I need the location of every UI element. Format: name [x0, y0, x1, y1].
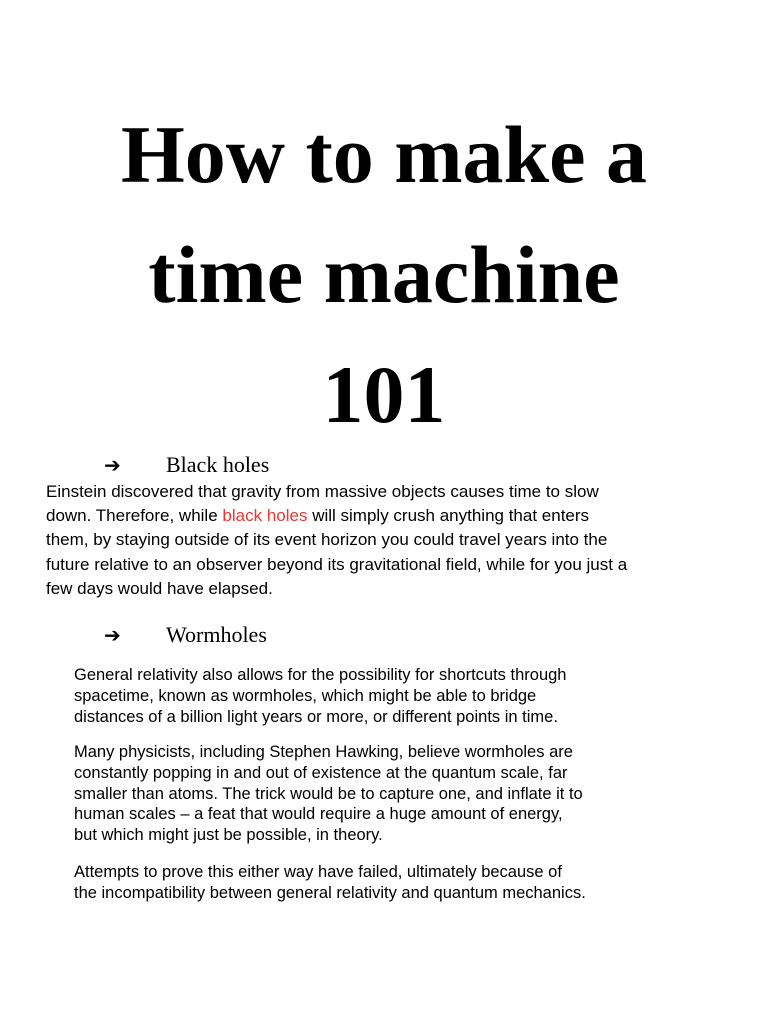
paragraph-line: Attempts to prove this either way have failed, ultimately because of	[74, 863, 562, 881]
wormholes-paragraph-2	[74, 742, 714, 846]
section-heading-label: Black holes	[166, 452, 270, 477]
paragraph-line: the incompatibility between general relativity and quantum mechanics.	[74, 883, 586, 902]
wormholes-paragraph-1	[74, 665, 714, 727]
paragraph-line: constantly popping in and out of existence at the quantum scale, far	[74, 763, 568, 782]
page-title	[0, 95, 768, 455]
paragraph-line: few days would have elapsed.	[46, 578, 273, 598]
paragraph-line: smaller than atoms. The trick would be to capture one, and inflate it to	[74, 784, 583, 803]
paragraph-text: down. Therefore, while	[46, 506, 223, 526]
paragraph-line: spacetime, known as wormholes, which might be able to bridge	[74, 686, 537, 705]
title-line-1: How to make a	[120, 109, 648, 200]
right-arrow-icon: ➔	[104, 623, 121, 647]
paragraph-line: General relativity also allows for the possibility for shortcuts through	[74, 666, 567, 684]
paragraph-text: will simply crush anything that enters	[307, 506, 590, 526]
black-holes-paragraph	[46, 480, 726, 601]
paragraph-line: future relative to an observer beyond its gravitational field, while for you just a	[46, 554, 628, 574]
title-line-2: time machine	[148, 229, 620, 320]
wormholes-paragraph-3	[74, 862, 714, 904]
paragraph-line: human scales – a feat that would require a huge amount of energy,	[74, 805, 563, 824]
paragraph-line: them, by staying outside of its event horizon you could travel years into the	[46, 530, 608, 550]
paragraph-line: Many physicists, including Stephen Hawking, believe wormholes are	[74, 743, 573, 761]
paragraph-line: Einstein discovered that gravity from massive objects causes time to slow	[46, 482, 599, 501]
paragraph-line	[46, 504, 726, 528]
paragraph-line: distances of a billion light years or more, or different points in time.	[74, 707, 558, 726]
paragraph-line: but which might just be possible, in theory.	[74, 826, 383, 845]
black-holes-highlight: black holes	[222, 506, 308, 526]
right-arrow-icon: ➔	[104, 453, 121, 477]
section-heading-wormholes	[104, 622, 267, 648]
section-heading-label: Wormholes	[166, 622, 267, 647]
title-line-3: 101	[322, 349, 446, 440]
section-heading-black-holes	[104, 452, 269, 478]
